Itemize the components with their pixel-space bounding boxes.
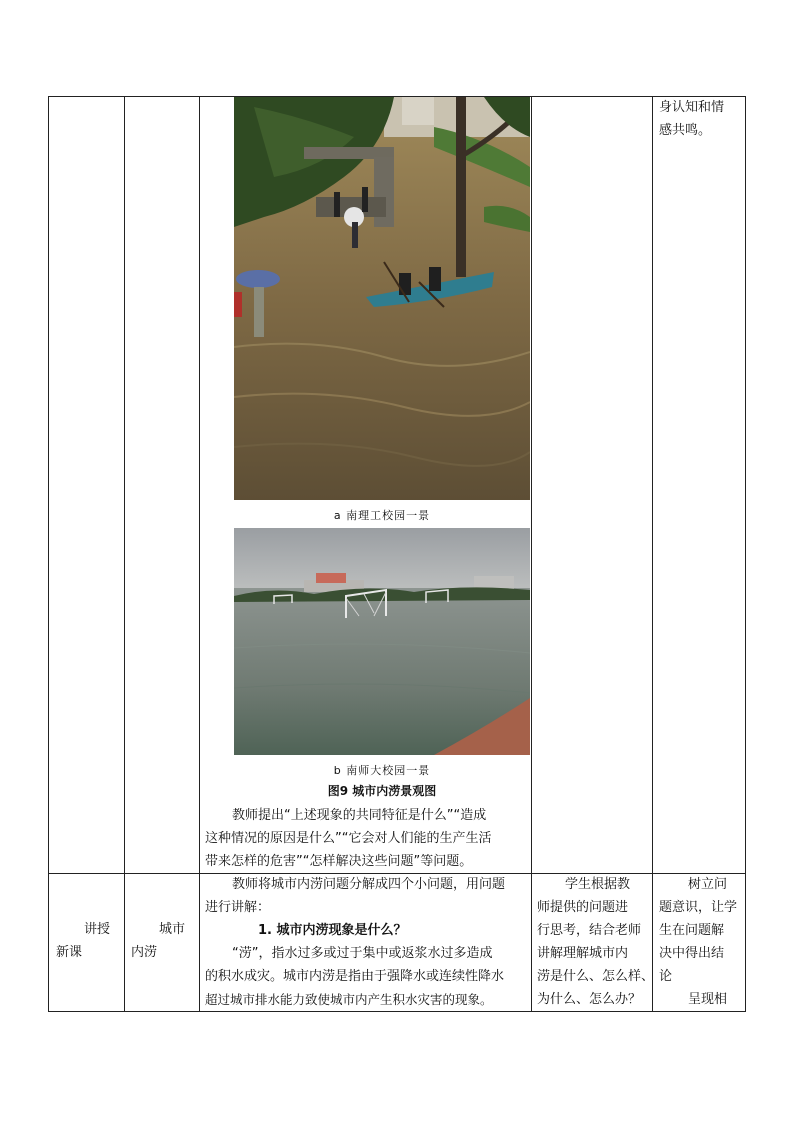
table-divider-2 [199, 96, 200, 1012]
teacher-question-line-3: 带来怎样的危害”“怎样解决这些问题”等问题。 [205, 854, 473, 869]
table-border-left [48, 96, 49, 1012]
student-activity-line-4: 讲解理解城市内 [537, 946, 629, 961]
table-border-bottom [48, 1011, 746, 1012]
flood-photo-b [234, 528, 530, 755]
stage-label-line-2: 新课 [56, 945, 83, 960]
table-divider-3 [531, 96, 532, 1012]
intent-line-6: 呈现相 [688, 992, 728, 1007]
intent-line-5: 论 [659, 969, 673, 984]
topic-label-line-2: 内涝 [131, 945, 158, 960]
stage-label-line-1: 讲授 [84, 922, 111, 937]
intent-line-1: 树立问 [688, 877, 728, 892]
intent-line-4: 决中得出结 [659, 946, 725, 961]
teacher-activity-line-5: 的积水成灾。城市内涝是指由于强降水或连续性降水 [205, 969, 505, 984]
question-heading-1: 1. 城市内涝现象是什么？ [258, 923, 407, 938]
figure-title: 图9 城市内涝景观图 [327, 784, 437, 798]
table-border-right [745, 96, 746, 1012]
student-activity-line-1: 学生根据教 [565, 877, 631, 892]
teacher-activity-line-6: 超过城市排水能力致使城市内产生积水灾害的现象。 [205, 992, 493, 1007]
teacher-question-line-1: 教师提出“上述现象的共同特征是什么”“造成 [232, 808, 487, 823]
teacher-activity-line-2: 进行讲解： [205, 900, 271, 915]
figure-b-caption: b 南师大校园一景 [333, 764, 431, 777]
flood-photo-a [234, 97, 530, 500]
teacher-question-line-2: 这种情况的原因是什么”“它会对人们能的生产生活 [205, 831, 492, 846]
intent-top-line-1: 身认知和情 [659, 100, 725, 115]
intent-top-line-2: 感共鸣。 [659, 123, 712, 138]
table-divider-1 [124, 96, 125, 1012]
flooded-field-image [234, 528, 530, 755]
table-divider-4 [652, 96, 653, 1012]
student-activity-line-6: 为什么、怎么办？ [537, 992, 642, 1007]
teacher-activity-line-1: 教师将城市内涝问题分解成四个小问题，用问题 [232, 877, 506, 892]
student-activity-line-2: 师提供的问题进 [537, 900, 629, 915]
student-activity-line-5: 涝是什么、怎么样、 [537, 969, 655, 984]
flooded-campus-image [234, 97, 530, 500]
intent-line-2: 题意识，让学 [659, 900, 738, 915]
student-activity-line-3: 行思考，结合老师 [537, 923, 642, 938]
figure-a-caption: a 南理工校园一景 [333, 509, 431, 522]
intent-line-3: 生在问题解 [659, 923, 725, 938]
teacher-activity-line-4: “涝”，指水过多或过于集中或返浆水过多造成 [232, 946, 493, 961]
topic-label-line-1: 城市 [159, 922, 186, 937]
